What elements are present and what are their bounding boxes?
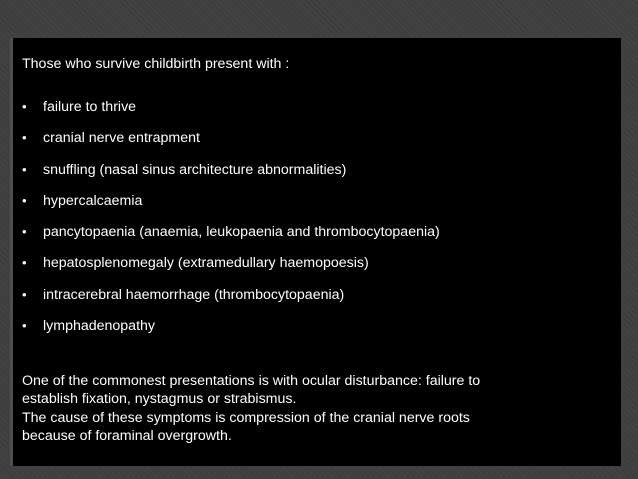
bullet-icon: •: [22, 99, 27, 114]
list-item-text: pancytopaenia (anaemia, leukopaenia and thrombocytopaenia): [43, 224, 440, 241]
symptom-list: [22, 98, 440, 348]
list-item: [22, 223, 440, 254]
list-item: [22, 161, 440, 192]
closing-line: The cause of these symptoms is compression of the cranial nerve roots: [22, 409, 470, 426]
list-item: [22, 317, 440, 348]
closing-line: One of the commonest presentations is with ocular disturbance: failure to: [22, 373, 481, 389]
list-item: [22, 286, 440, 317]
closing-paragraph: [22, 372, 480, 445]
list-item: [22, 129, 440, 160]
list-item-text: failure to thrive: [43, 99, 137, 115]
bullet-icon: •: [22, 192, 27, 208]
list-item-text: cranial nerve entrapment: [43, 130, 200, 147]
bullet-icon: •: [22, 130, 27, 146]
bullet-icon: •: [22, 224, 27, 240]
list-item-text: lymphadenopathy: [43, 318, 156, 335]
list-item-text: intracerebral haemorrhage (thrombocytopaenia): [43, 286, 345, 303]
closing-line: because of foraminal overgrowth.: [22, 427, 232, 444]
bullet-icon: •: [22, 255, 27, 271]
bullet-icon: •: [22, 286, 27, 302]
bullet-icon: •: [22, 161, 27, 177]
closing-line: establish fixation, nystagmus or strabismus.: [22, 391, 297, 408]
list-item-text: hepatosplenomegaly (extramedullary haemopoesis): [43, 255, 369, 272]
list-item-text: snuffling (nasal sinus architecture abnormalities): [43, 161, 347, 178]
list-item: [22, 192, 440, 223]
list-item: [22, 98, 440, 129]
list-item: [22, 254, 440, 285]
intro-text: Those who survive childbirth present with :: [22, 56, 290, 72]
bullet-icon: •: [22, 318, 27, 334]
list-item-text: hypercalcaemia: [43, 192, 143, 209]
